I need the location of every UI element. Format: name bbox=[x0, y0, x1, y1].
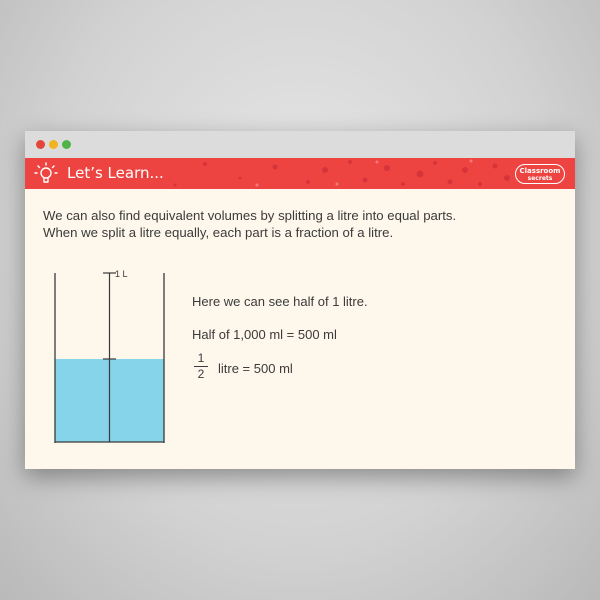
fraction-numerator: 1 bbox=[197, 351, 205, 365]
window-titlebar bbox=[25, 131, 575, 158]
intro-line-1: We can also find equivalent volumes by splitting a litre into equal parts. bbox=[43, 208, 457, 223]
close-window-button[interactable] bbox=[36, 140, 45, 149]
lesson-banner bbox=[25, 158, 575, 189]
intro-line-2: When we split a litre equally, each part is a fraction of a litre. bbox=[43, 225, 394, 240]
fraction-equation: litre = 500 ml bbox=[218, 361, 293, 376]
browser-window bbox=[25, 131, 575, 469]
measuring-beaker bbox=[43, 263, 183, 443]
fraction-denominator: 2 bbox=[197, 367, 205, 381]
explanation-line-2: Half of 1,000 ml = 500 ml bbox=[192, 327, 337, 342]
maximize-window-button[interactable] bbox=[62, 140, 71, 149]
intro-text bbox=[43, 207, 568, 241]
scale-label: 1 L bbox=[115, 269, 128, 279]
lightbulb-icon bbox=[33, 161, 59, 187]
explanation-line-1: Here we can see half of 1 litre. bbox=[192, 294, 368, 309]
classroom-secrets-logo: Classroom secrets bbox=[515, 164, 565, 184]
minimize-window-button[interactable] bbox=[49, 140, 58, 149]
banner-title: Let’s Learn... bbox=[67, 164, 164, 182]
half-fraction bbox=[194, 352, 208, 381]
